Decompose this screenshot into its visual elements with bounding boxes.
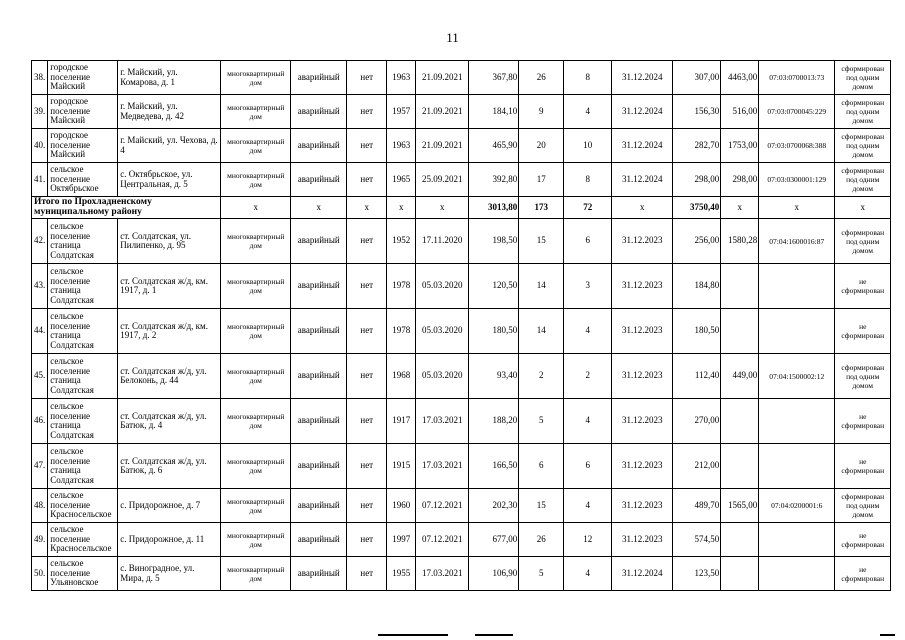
settlement-cell: сельское поселение Ульяновское — [48, 557, 118, 591]
footer-scan-mark — [475, 634, 513, 636]
resettlement-area-cell: 112,40 — [673, 354, 721, 399]
year-cell: 1955 — [387, 557, 416, 591]
date-cell: 05.03.2020 — [416, 354, 469, 399]
address-cell: г. Майский, ул. Медведева, д. 42 — [118, 95, 221, 129]
date-cell: 25.09.2021 — [416, 163, 469, 197]
resettlement-area-cell: 307,00 — [673, 61, 721, 95]
table-row — [32, 163, 891, 197]
resettlement-area-cell: 184,80 — [673, 264, 721, 309]
apartments-cell: 3 — [564, 264, 612, 309]
area-cell: 188,20 — [469, 399, 519, 444]
settlement-cell: сельское поселение станица Солдатская — [48, 264, 118, 309]
address-cell: с. Виноградное, ул. Мира, д. 5 — [118, 557, 221, 591]
resettlement-area-cell: 282,70 — [673, 129, 721, 163]
row-number: 46. — [32, 399, 48, 444]
residents-cell: 14 — [519, 309, 564, 354]
address-cell: с. Октябрьское, ул. Центральная, д. 5 — [118, 163, 221, 197]
date-cell: 17.03.2021 — [416, 399, 469, 444]
housing-table — [31, 60, 891, 591]
row-number: 50. — [32, 557, 48, 591]
status-cell: аварийный — [291, 354, 347, 399]
status-cell: аварийный — [291, 523, 347, 557]
residents-cell: 17 — [519, 163, 564, 197]
area-cell: 180,50 — [469, 309, 519, 354]
row-number: 43. — [32, 264, 48, 309]
table-row — [32, 444, 891, 489]
total-cell: x — [835, 197, 891, 219]
row-number: 38. — [32, 61, 48, 95]
flag-cell: нет — [347, 489, 387, 523]
date-cell: 05.03.2020 — [416, 309, 469, 354]
value-cell — [721, 523, 759, 557]
total-cell: x — [387, 197, 416, 219]
address-cell: ст. Солдатская ж/д, ул. Батюк, д. 4 — [118, 399, 221, 444]
apartments-cell: 2 — [564, 354, 612, 399]
total-cell: x — [759, 197, 835, 219]
year-cell: 1957 — [387, 95, 416, 129]
flag-cell: нет — [347, 444, 387, 489]
flag-cell: нет — [347, 219, 387, 264]
date-cell: 17.03.2021 — [416, 444, 469, 489]
cadastral-number-cell — [759, 523, 835, 557]
cadastral-number-cell — [759, 264, 835, 309]
total-cell: x — [221, 197, 291, 219]
cadastral-number-cell: 07:04:0200001:6 — [759, 489, 835, 523]
area-cell: 677,00 — [469, 523, 519, 557]
settlement-cell: сельское поселение Красносельское — [48, 489, 118, 523]
deadline-cell: 31.12.2024 — [612, 129, 673, 163]
table-row — [32, 264, 891, 309]
year-cell: 1963 — [387, 61, 416, 95]
table-row — [32, 354, 891, 399]
total-row — [32, 197, 891, 219]
deadline-cell: 31.12.2023 — [612, 309, 673, 354]
cadastral-number-cell: 07:03:0700045:229 — [759, 95, 835, 129]
total-people: 173 — [519, 197, 564, 219]
date-cell: 21.09.2021 — [416, 129, 469, 163]
cadastral-number-cell: 07:04:1600016:87 — [759, 219, 835, 264]
row-number: 41. — [32, 163, 48, 197]
deadline-cell: 31.12.2024 — [612, 557, 673, 591]
land-status-cell: сформирован под одним домом — [835, 163, 891, 197]
table-row — [32, 523, 891, 557]
total-cell: x — [347, 197, 387, 219]
settlement-cell: городское поселение Майский — [48, 95, 118, 129]
year-cell: 1963 — [387, 129, 416, 163]
land-status-cell: сформирован под одним домом — [835, 489, 891, 523]
area-cell: 202,30 — [469, 489, 519, 523]
residents-cell: 5 — [519, 399, 564, 444]
address-cell: ст. Солдатская ж/д, ул. Белоконь, д. 44 — [118, 354, 221, 399]
flag-cell: нет — [347, 61, 387, 95]
residents-cell: 15 — [519, 219, 564, 264]
footer-scan-mark — [378, 634, 448, 636]
date-cell: 05.03.2020 — [416, 264, 469, 309]
settlement-cell: сельское поселение станица Солдатская — [48, 399, 118, 444]
total-cell: x — [291, 197, 347, 219]
status-cell: аварийный — [291, 557, 347, 591]
table-row — [32, 489, 891, 523]
deadline-cell: 31.12.2023 — [612, 444, 673, 489]
residents-cell: 15 — [519, 489, 564, 523]
residents-cell: 2 — [519, 354, 564, 399]
land-status-cell: сформирован под одним домом — [835, 95, 891, 129]
row-number: 45. — [32, 354, 48, 399]
deadline-cell: 31.12.2023 — [612, 489, 673, 523]
resettlement-area-cell: 256,00 — [673, 219, 721, 264]
resettlement-area-cell: 180,50 — [673, 309, 721, 354]
building-type-cell: многоквартирный дом — [221, 219, 291, 264]
address-cell: с. Придорожное, д. 7 — [118, 489, 221, 523]
table-row — [32, 61, 891, 95]
address-cell: ст. Солдатская, ул. Пилипенко, д. 95 — [118, 219, 221, 264]
total-cell: x — [612, 197, 673, 219]
cadastral-number-cell — [759, 399, 835, 444]
resettlement-area-cell: 489,70 — [673, 489, 721, 523]
year-cell: 1917 — [387, 399, 416, 444]
address-cell: ст. Солдатская ж/д, ул. Батюк, д. 6 — [118, 444, 221, 489]
status-cell: аварийный — [291, 264, 347, 309]
cadastral-number-cell: 07:04:1500002:12 — [759, 354, 835, 399]
cadastral-number-cell — [759, 309, 835, 354]
land-status-cell: не сформирован — [835, 523, 891, 557]
resettlement-area-cell: 156,30 — [673, 95, 721, 129]
apartments-cell: 12 — [564, 523, 612, 557]
apartments-cell: 10 — [564, 129, 612, 163]
table-row — [32, 95, 891, 129]
residents-cell: 14 — [519, 264, 564, 309]
flag-cell: нет — [347, 523, 387, 557]
address-cell: г. Майский, ул. Комарова, д. 1 — [118, 61, 221, 95]
land-status-cell: сформирован под одним домом — [835, 61, 891, 95]
status-cell: аварийный — [291, 61, 347, 95]
apartments-cell: 8 — [564, 163, 612, 197]
value-cell — [721, 444, 759, 489]
flag-cell: нет — [347, 264, 387, 309]
residents-cell: 5 — [519, 557, 564, 591]
apartments-cell: 4 — [564, 489, 612, 523]
apartments-cell: 4 — [564, 557, 612, 591]
year-cell: 1997 — [387, 523, 416, 557]
total-flats: 72 — [564, 197, 612, 219]
row-number: 44. — [32, 309, 48, 354]
settlement-cell: сельское поселение Красносельское — [48, 523, 118, 557]
page-number: 11 — [446, 30, 459, 45]
deadline-cell: 31.12.2023 — [612, 354, 673, 399]
land-status-cell: не сформирован — [835, 309, 891, 354]
settlement-cell: городское поселение Майский — [48, 129, 118, 163]
address-cell: г. Майский, ул. Чехова, д. 4 — [118, 129, 221, 163]
residents-cell: 9 — [519, 95, 564, 129]
table-row — [32, 219, 891, 264]
year-cell: 1952 — [387, 219, 416, 264]
cadastral-number-cell: 07:03:0300001:129 — [759, 163, 835, 197]
year-cell: 1968 — [387, 354, 416, 399]
deadline-cell: 31.12.2023 — [612, 264, 673, 309]
building-type-cell: многоквартирный дом — [221, 61, 291, 95]
building-type-cell: многоквартирный дом — [221, 399, 291, 444]
area-cell: 392,80 — [469, 163, 519, 197]
footer-scan-mark — [880, 634, 895, 636]
date-cell: 21.09.2021 — [416, 61, 469, 95]
resettlement-area-cell: 574,50 — [673, 523, 721, 557]
year-cell: 1965 — [387, 163, 416, 197]
table-row — [32, 399, 891, 444]
status-cell: аварийный — [291, 95, 347, 129]
total-label: Итого по Прохладненскому муниципальному району — [32, 197, 221, 219]
settlement-cell: сельское поселение станица Солдатская — [48, 219, 118, 264]
residents-cell: 26 — [519, 61, 564, 95]
table-row — [32, 557, 891, 591]
value-cell: 516,00 — [721, 95, 759, 129]
flag-cell: нет — [347, 557, 387, 591]
year-cell: 1960 — [387, 489, 416, 523]
settlement-cell: сельское поселение станица Солдатская — [48, 354, 118, 399]
flag-cell: нет — [347, 163, 387, 197]
area-cell: 198,50 — [469, 219, 519, 264]
apartments-cell: 8 — [564, 61, 612, 95]
area-cell: 465,90 — [469, 129, 519, 163]
date-cell: 07.12.2021 — [416, 489, 469, 523]
settlement-cell: сельское поселение станица Солдатская — [48, 309, 118, 354]
deadline-cell: 31.12.2023 — [612, 219, 673, 264]
resettlement-area-cell: 123,50 — [673, 557, 721, 591]
building-type-cell: многоквартирный дом — [221, 557, 291, 591]
building-type-cell: многоквартирный дом — [221, 354, 291, 399]
land-status-cell: не сформирован — [835, 557, 891, 591]
building-type-cell: многоквартирный дом — [221, 444, 291, 489]
status-cell: аварийный — [291, 309, 347, 354]
flag-cell: нет — [347, 95, 387, 129]
cadastral-number-cell: 07:03:0700013:73 — [759, 61, 835, 95]
land-status-cell: сформирован под одним домом — [835, 219, 891, 264]
apartments-cell: 6 — [564, 219, 612, 264]
cadastral-number-cell: 07:03:0700068:388 — [759, 129, 835, 163]
residents-cell: 20 — [519, 129, 564, 163]
area-cell: 166,50 — [469, 444, 519, 489]
row-number: 47. — [32, 444, 48, 489]
flag-cell: нет — [347, 354, 387, 399]
total-area: 3013,80 — [469, 197, 519, 219]
value-cell: 1580,28 — [721, 219, 759, 264]
deadline-cell: 31.12.2024 — [612, 163, 673, 197]
date-cell: 21.09.2021 — [416, 95, 469, 129]
status-cell: аварийный — [291, 219, 347, 264]
deadline-cell: 31.12.2024 — [612, 61, 673, 95]
value-cell: 449,00 — [721, 354, 759, 399]
value-cell: 1753,00 — [721, 129, 759, 163]
status-cell: аварийный — [291, 399, 347, 444]
land-status-cell: сформирован под одним домом — [835, 354, 891, 399]
address-cell: ст. Солдатская ж/д, км. 1917, д. 1 — [118, 264, 221, 309]
date-cell: 17.03.2021 — [416, 557, 469, 591]
value-cell: 1565,00 — [721, 489, 759, 523]
apartments-cell: 6 — [564, 444, 612, 489]
year-cell: 1915 — [387, 444, 416, 489]
value-cell: 4463,00 — [721, 61, 759, 95]
building-type-cell: многоквартирный дом — [221, 489, 291, 523]
area-cell: 106,90 — [469, 557, 519, 591]
deadline-cell: 31.12.2024 — [612, 95, 673, 129]
building-type-cell: многоквартирный дом — [221, 95, 291, 129]
building-type-cell: многоквартирный дом — [221, 264, 291, 309]
year-cell: 1978 — [387, 264, 416, 309]
building-type-cell: многоквартирный дом — [221, 309, 291, 354]
area-cell: 120,50 — [469, 264, 519, 309]
flag-cell: нет — [347, 129, 387, 163]
total-cell: x — [416, 197, 469, 219]
table-row — [32, 129, 891, 163]
value-cell — [721, 399, 759, 444]
year-cell: 1978 — [387, 309, 416, 354]
land-status-cell: не сформирован — [835, 399, 891, 444]
table-row — [32, 309, 891, 354]
residents-cell: 6 — [519, 444, 564, 489]
value-cell — [721, 557, 759, 591]
building-type-cell: многоквартирный дом — [221, 163, 291, 197]
settlement-cell: сельское поселение Октябрьское — [48, 163, 118, 197]
deadline-cell: 31.12.2023 — [612, 523, 673, 557]
area-cell: 367,80 — [469, 61, 519, 95]
address-cell: с. Придорожное, д. 11 — [118, 523, 221, 557]
row-number: 48. — [32, 489, 48, 523]
status-cell: аварийный — [291, 444, 347, 489]
row-number: 40. — [32, 129, 48, 163]
apartments-cell: 4 — [564, 309, 612, 354]
row-number: 42. — [32, 219, 48, 264]
land-status-cell: сформирован под одним домом — [835, 129, 891, 163]
residents-cell: 26 — [519, 523, 564, 557]
area-cell: 93,40 — [469, 354, 519, 399]
land-status-cell: не сформирован — [835, 444, 891, 489]
value-cell: 298,00 — [721, 163, 759, 197]
cadastral-number-cell — [759, 444, 835, 489]
date-cell: 07.12.2021 — [416, 523, 469, 557]
status-cell: аварийный — [291, 163, 347, 197]
status-cell: аварийный — [291, 129, 347, 163]
value-cell — [721, 309, 759, 354]
date-cell: 17.11.2020 — [416, 219, 469, 264]
row-number: 49. — [32, 523, 48, 557]
address-cell: ст. Солдатская ж/д, км. 1917, д. 2 — [118, 309, 221, 354]
total-area2: 3750,40 — [673, 197, 721, 219]
resettlement-area-cell: 298,00 — [673, 163, 721, 197]
resettlement-area-cell: 212,00 — [673, 444, 721, 489]
area-cell: 184,10 — [469, 95, 519, 129]
apartments-cell: 4 — [564, 95, 612, 129]
cadastral-number-cell — [759, 557, 835, 591]
land-status-cell: не сформирован — [835, 264, 891, 309]
deadline-cell: 31.12.2023 — [612, 399, 673, 444]
flag-cell: нет — [347, 399, 387, 444]
apartments-cell: 4 — [564, 399, 612, 444]
row-number: 39. — [32, 95, 48, 129]
settlement-cell: сельское поселение станица Солдатская — [48, 444, 118, 489]
flag-cell: нет — [347, 309, 387, 354]
building-type-cell: многоквартирный дом — [221, 129, 291, 163]
resettlement-area-cell: 270,00 — [673, 399, 721, 444]
total-cell: x — [721, 197, 759, 219]
building-type-cell: многоквартирный дом — [221, 523, 291, 557]
status-cell: аварийный — [291, 489, 347, 523]
value-cell — [721, 264, 759, 309]
settlement-cell: городское поселение Майский — [48, 61, 118, 95]
